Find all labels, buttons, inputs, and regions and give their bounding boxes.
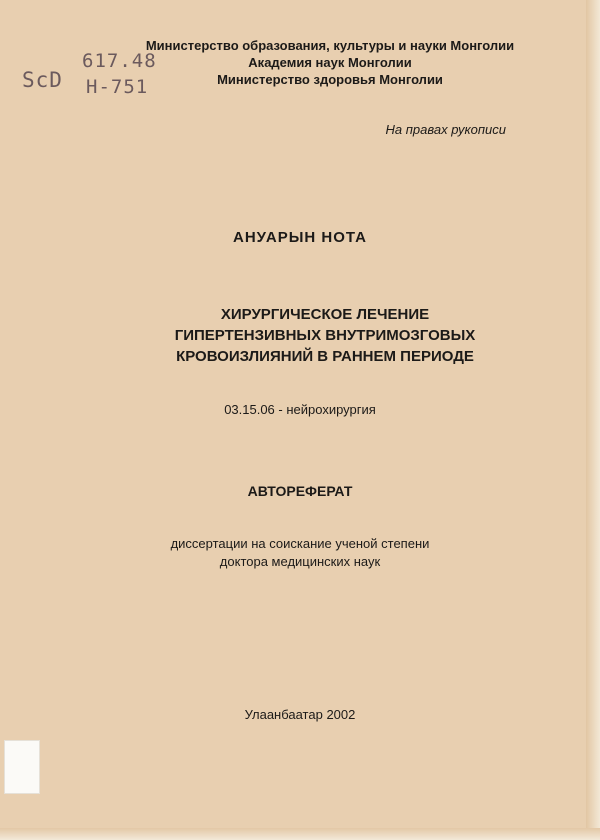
cover-bottom-edge [0,828,600,840]
title-line-2: ГИПЕРТЕНЗИВНЫХ ВНУТРИМОЗГОВЫХ [174,327,476,344]
specialty-code: 03.15.06 - нейрохирургия [224,402,376,417]
handwritten-prefix: ScD [22,68,63,92]
ministry-line-1: Министерство образования, культуры и науки Монголии [145,38,515,53]
handwritten-author-mark: H-751 [86,76,149,98]
academy-line: Академия наук Монголии [248,55,412,70]
ministry-line-2: Министерство здоровья Монголии [217,72,443,87]
title-line-1: ХИРУРГИЧЕСКОЕ ЛЕЧЕНИЕ [220,306,430,323]
handwritten-class-number: 617.48 [82,50,157,72]
library-sticker [4,740,40,794]
rights-note: На правах рукописи [385,122,506,137]
document-genre: АВТОРЕФЕРАТ [247,483,353,499]
dissertation-title [110,304,540,367]
title-line-3: КРОВОИЗЛИЯНИЙ В РАННЕМ ПЕРИОДЕ [176,348,474,365]
thesis-description [0,535,600,571]
place-and-year: Улаанбаатар 2002 [244,707,356,722]
thesis-line-1: диссертации на соискание ученой степени [170,536,430,551]
author-name: АНУАРЫН НОТА [233,229,367,246]
thesis-line-2: доктора медицинских наук [219,554,381,569]
